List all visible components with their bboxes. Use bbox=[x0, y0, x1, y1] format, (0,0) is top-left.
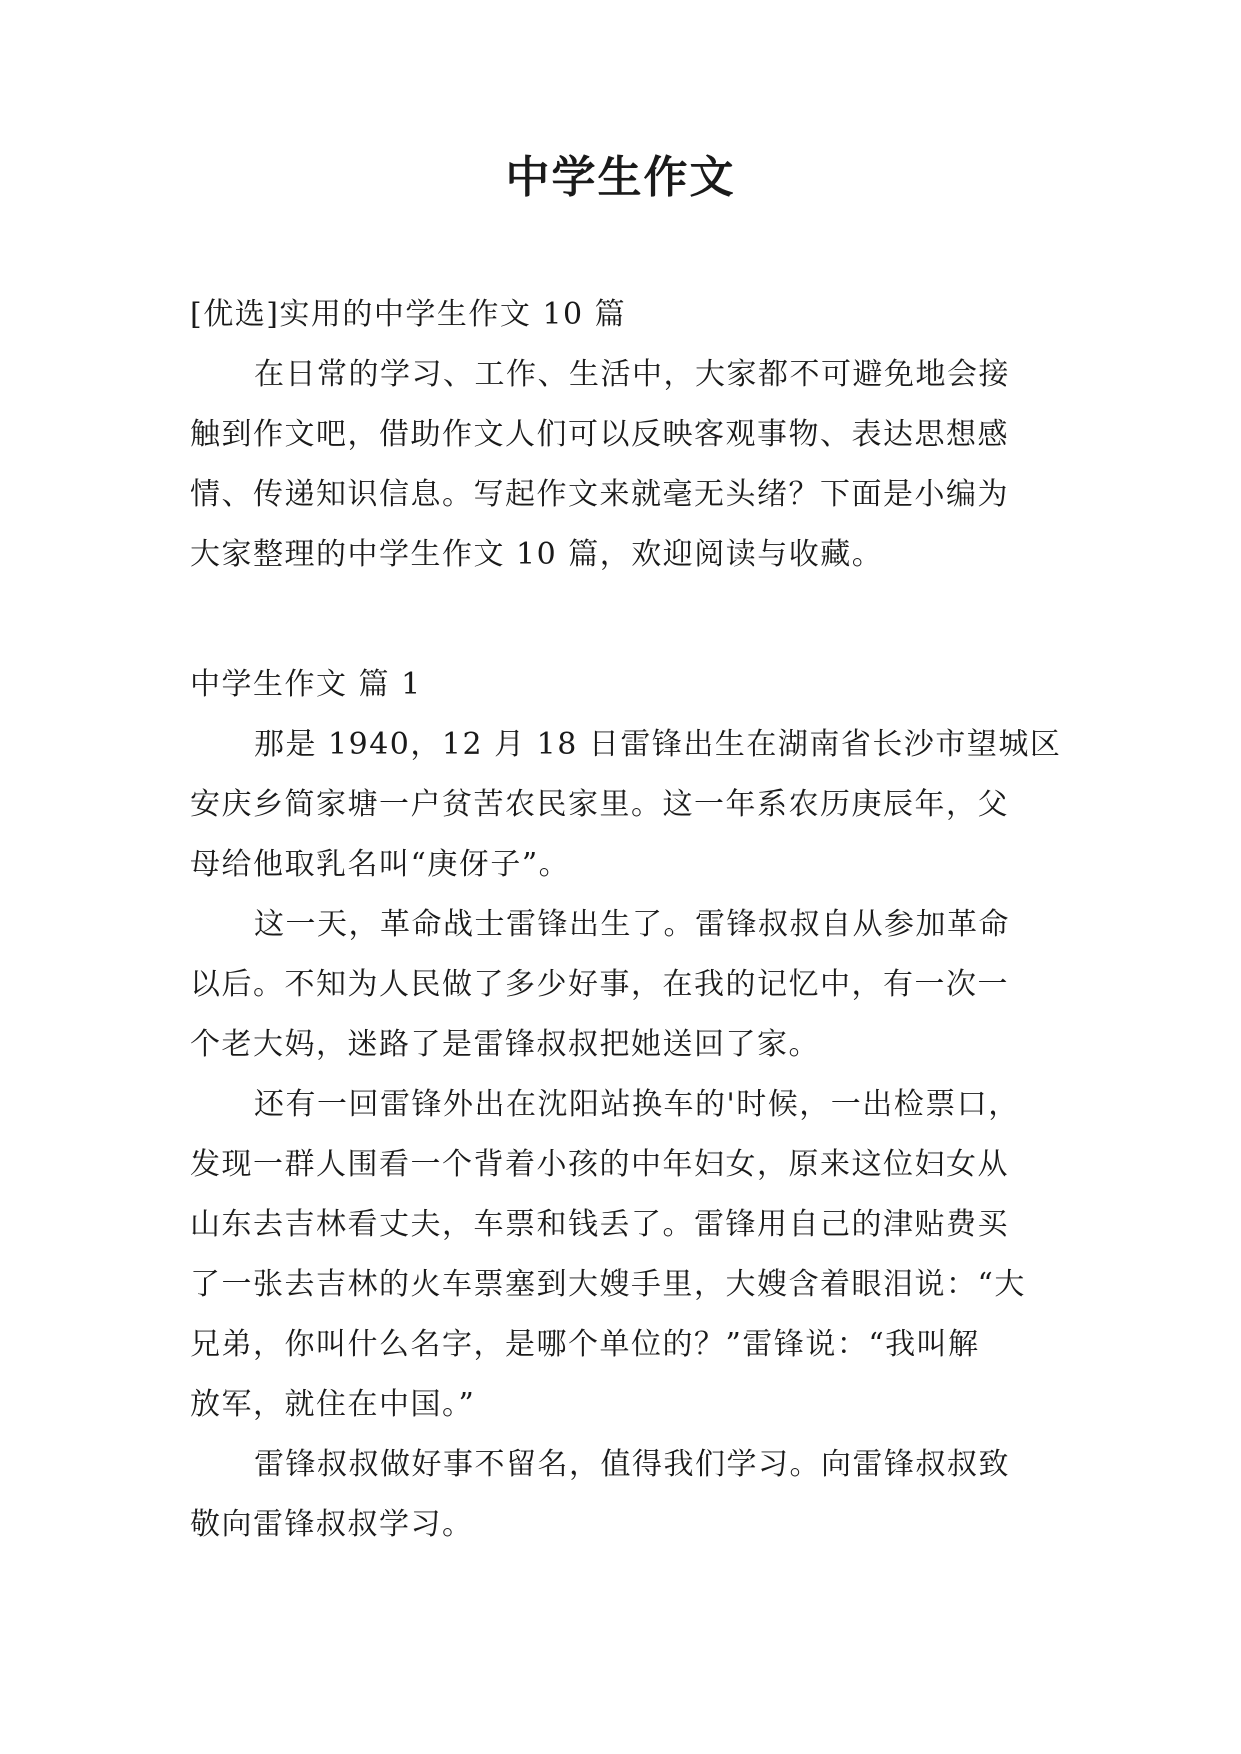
text-line: 以后。不知为人民做了多少好事，在我的记忆中，有一次一 bbox=[190, 967, 1009, 1002]
text-line: 触到作文吧，借助作文人们可以反映客观事物、表达思想感 bbox=[190, 417, 1009, 452]
section-spacer bbox=[190, 585, 1050, 655]
text-line: 这一天，革命战士雷锋出生了。雷锋叔叔自从参加革命 bbox=[254, 907, 1010, 942]
text-line: 发现一群人围看一个背着小孩的中年妇女，原来这位妇女从 bbox=[190, 1147, 1009, 1182]
text-line: 那是 1940，12 月 18 日雷锋出生在湖南省长沙市望城区 bbox=[254, 727, 1062, 762]
paragraph-3 bbox=[190, 1075, 1050, 1435]
text-line: 安庆乡简家塘一户贫苦农民家里。这一年系农历庚辰年，父 bbox=[190, 787, 1009, 822]
text-line: 在日常的学习、工作、生活中，大家都不可避免地会接 bbox=[254, 357, 1010, 392]
text-line: 还有一回雷锋外出在沈阳站换车的'时候，一出检票口， bbox=[254, 1087, 1020, 1122]
text-line: 兄弟，你叫什么名字，是哪个单位的？”雷锋说：“我叫解 bbox=[190, 1327, 980, 1362]
paragraph-2 bbox=[190, 895, 1050, 1075]
text-line: 母给他取乳名叫“庚伢子”。 bbox=[190, 847, 571, 882]
text-line: 了一张去吉林的火车票塞到大嫂手里，大嫂含着眼泪说：“大 bbox=[190, 1267, 1026, 1302]
document-title: 中学生作文 bbox=[505, 152, 736, 203]
paragraph-1 bbox=[190, 715, 1062, 895]
text-line: 大家整理的中学生作文 10 篇，欢迎阅读与收藏。 bbox=[190, 537, 884, 572]
text-line: 敬向雷锋叔叔学习。 bbox=[190, 1507, 474, 1542]
text-line: 山东去吉林看丈夫，车票和钱丢了。雷锋用自己的津贴费买 bbox=[190, 1207, 1009, 1242]
document-body bbox=[190, 285, 1062, 1555]
intro-paragraph bbox=[190, 345, 1050, 585]
section-heading: 中学生作文 篇 1 bbox=[190, 667, 422, 702]
text-line: 情、传递知识信息。写起作文来就毫无头绪？下面是小编为 bbox=[190, 477, 1009, 512]
text-line: 雷锋叔叔做好事不留名，值得我们学习。向雷锋叔叔致 bbox=[254, 1447, 1010, 1482]
text-line: 放军，就住在中国。” bbox=[190, 1387, 476, 1422]
intro-heading: [优选]实用的中学生作文 10 篇 bbox=[190, 297, 627, 332]
paragraph-4 bbox=[190, 1435, 1050, 1555]
text-line: 个老大妈，迷路了是雷锋叔叔把她送回了家。 bbox=[190, 1027, 820, 1062]
